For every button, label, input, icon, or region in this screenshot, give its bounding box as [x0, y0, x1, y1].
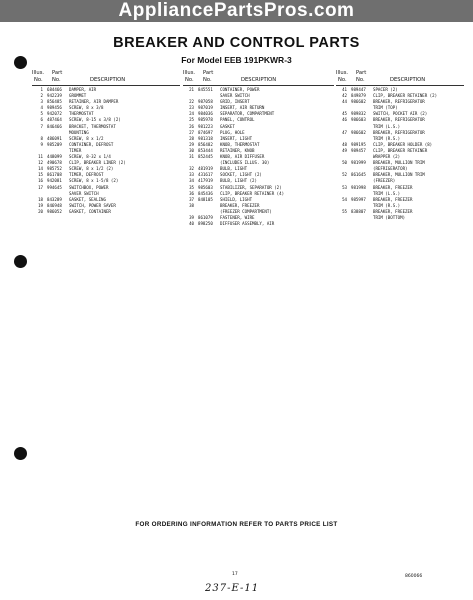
part-description: BREAKER, FREEZER — [373, 184, 413, 190]
part-description: KNOB, THERMOSTAT — [220, 141, 260, 147]
part-description: SWITCHBOX, POWER — [69, 184, 109, 190]
part-number: 448099 — [47, 154, 62, 160]
column-header — [183, 70, 334, 87]
illus-number: 38 — [189, 202, 194, 208]
header-illus: Illus. — [32, 70, 45, 76]
parts-list — [183, 87, 334, 227]
illus-number: 3 — [40, 99, 43, 105]
illus-number: 5 — [40, 111, 43, 117]
part-number: 898250 — [198, 221, 213, 227]
part-description: CLIP, BREAKER RETAINER (4) — [220, 190, 285, 196]
part-number: 981999 — [351, 160, 366, 166]
part-number: 846948 — [47, 202, 62, 208]
part-number: 852445 — [198, 154, 213, 160]
watermark-banner — [0, 0, 473, 22]
part-description: SAVER SWITCH — [220, 93, 250, 99]
part-description: KNOB, AIR DIFFUSER — [220, 154, 265, 160]
header-rule — [32, 85, 180, 86]
part-description: INSERT, AIR RETURN — [220, 105, 265, 111]
illus-number: 39 — [189, 214, 194, 220]
part-description: BREAKER, REFRIGERATOR — [373, 129, 425, 135]
part-description: GASKET, CONTAINER — [69, 208, 111, 214]
illus-number: 24 — [189, 111, 194, 117]
part-number: 985603 — [198, 184, 213, 190]
header-illus: Illus. — [183, 70, 196, 76]
part-description: BRACKET, THERMOSTAT — [69, 123, 116, 129]
header-illus: Illus. — [336, 70, 349, 76]
part-number: 981998 — [351, 184, 366, 190]
illus-number: 34 — [189, 178, 194, 184]
part-description: THERMOSTAT — [69, 111, 94, 117]
part-description: INSERT, LIGHT — [220, 135, 253, 141]
illus-number: 29 — [189, 141, 194, 147]
part-description: TRIM (R.S.) — [373, 202, 401, 208]
part-number: 981223 — [198, 123, 213, 129]
illus-number: 55 — [342, 208, 347, 214]
part-description: MOUNTING — [69, 129, 89, 135]
illus-number: 41 — [342, 87, 347, 92]
page-number: 17 — [232, 572, 238, 577]
part-number: 861645 — [351, 172, 366, 178]
column-header — [32, 70, 180, 87]
illus-number: 31 — [189, 154, 194, 160]
illus-number: 18 — [38, 196, 43, 202]
illus-number: 49 — [342, 147, 347, 153]
part-description: SCREW, 8-32 x 1/4 — [69, 154, 111, 160]
part-number: 987058 — [198, 99, 213, 105]
part-number: 989195 — [351, 141, 366, 147]
part-description: (FREEZER) — [373, 178, 396, 184]
part-number: 986603 — [351, 117, 366, 123]
part-description: TRIM (L.S.) — [373, 123, 401, 129]
illus-number: 19 — [38, 202, 43, 208]
illus-number: 47 — [342, 129, 347, 135]
illus-number: 4 — [40, 105, 43, 111]
illus-number: 26 — [189, 123, 194, 129]
part-description: (INCLUDES ILLUS. 30) — [220, 160, 270, 166]
header-no: No. — [34, 77, 43, 83]
illus-number: 45 — [342, 111, 347, 117]
illus-number: 44 — [342, 99, 347, 105]
column-header — [336, 70, 464, 87]
part-number: 989457 — [351, 147, 366, 153]
part-description: TRIM (R.S.) — [373, 135, 401, 141]
header-description: DESCRIPTION — [390, 77, 426, 83]
illus-number: 1 — [40, 87, 43, 92]
part-description: BULB, LIGHT — [220, 166, 248, 172]
part-description: CLIP, BREAKER LINER (2) — [69, 160, 126, 166]
part-description: SCREW, 8 x 3/8 — [69, 105, 104, 111]
header-description: DESCRIPTION — [241, 77, 277, 83]
illus-number: 42 — [342, 93, 347, 99]
part-number: 845436 — [198, 190, 213, 196]
ordering-footer: FOR ORDERING INFORMATION REFER TO PARTS PRICE LIST — [135, 521, 338, 528]
parts-list — [336, 87, 464, 221]
part-description: BREAKER, FREEZER — [373, 196, 413, 202]
illus-number: 30 — [189, 147, 194, 153]
illus-number: 8 — [40, 135, 43, 141]
header-part: Part — [203, 70, 214, 76]
part-number: 490678 — [47, 160, 62, 166]
part-number: 981318 — [198, 135, 213, 141]
part-description: PANEL, CONTROL — [220, 117, 255, 123]
illus-number: 11 — [38, 154, 43, 160]
header-rule — [183, 85, 334, 86]
illus-number: 52 — [342, 172, 347, 178]
parts-column-1 — [32, 70, 180, 215]
header-part: Part — [52, 70, 63, 76]
illus-number: 15 — [38, 172, 43, 178]
part-description: TIMER — [69, 147, 82, 153]
part-description: SOCKET, LIGHT (2) — [220, 172, 262, 178]
part-description: PLUG, HOLE — [220, 129, 245, 135]
parts-row — [336, 215, 464, 221]
part-description: DIFFUSER ASSEMBLY, AIR — [220, 221, 275, 227]
header-no: No. — [185, 77, 194, 83]
part-number: 486091 — [47, 135, 62, 141]
part-number: 986602 — [351, 129, 366, 135]
part-number: 848105 — [198, 196, 213, 202]
binder-hole-icon — [14, 56, 27, 69]
illus-number: 48 — [342, 141, 347, 147]
illus-number: 20 — [38, 208, 43, 214]
part-number: 942081 — [47, 178, 62, 184]
part-number: 985978 — [198, 117, 213, 123]
illus-number: 37 — [189, 196, 194, 202]
part-number: 431617 — [198, 172, 213, 178]
part-description: (FREEZER COMPARTMENT) — [220, 208, 272, 214]
part-number: 849879 — [351, 93, 366, 99]
illus-number: 32 — [189, 166, 194, 172]
binder-hole-icon — [14, 447, 27, 460]
part-description: TRIM (L.S.) — [373, 190, 401, 196]
illus-number: 9 — [40, 141, 43, 147]
parts-list — [32, 87, 180, 215]
part-description: CLIP, BREAKER RETAINER — [373, 147, 428, 153]
header-no: No. — [52, 77, 61, 83]
part-description: CLIP, BREAKER HOLDER (8) — [373, 141, 433, 147]
part-description: BREAKER, FREEZER — [220, 202, 260, 208]
illus-number: 28 — [189, 135, 194, 141]
part-description: SCREW, 8 x 1/2 (2) — [69, 166, 114, 172]
part-number: 861079 — [198, 214, 213, 220]
handwritten-note: 237-E-11 — [205, 583, 260, 594]
part-description: STABILIZER, SEPARATOR (2) — [220, 184, 282, 190]
part-number: 846466 — [47, 123, 62, 129]
part-number: 942239 — [47, 93, 62, 99]
header-no: No. — [203, 77, 212, 83]
header-part: Part — [356, 70, 367, 76]
illus-number: 46 — [342, 117, 347, 123]
illus-number: 22 — [189, 99, 194, 105]
part-number — [351, 215, 373, 221]
part-description: CLIP, BREAKER RETAINER (2) — [373, 93, 438, 99]
illus-number: 17 — [38, 184, 43, 190]
part-number: 986602 — [351, 99, 366, 105]
illus-number: 54 — [342, 196, 347, 202]
parts-column-3 — [336, 70, 464, 221]
part-number: 481919 — [198, 166, 213, 172]
header-no: No. — [338, 77, 347, 83]
parts-row — [183, 221, 334, 227]
part-number: 989456 — [47, 105, 62, 111]
watermark-text: AppliancePartsPros.com — [118, 0, 355, 21]
part-description: BREAKER, REFRIGERATOR — [373, 99, 425, 105]
part-description: TRIM (TOP) — [373, 105, 398, 111]
illus-number — [336, 215, 347, 221]
part-number: 417919 — [198, 178, 213, 184]
part-number: 874697 — [198, 129, 213, 135]
part-description: SWITCH, POWER SAVER — [69, 202, 116, 208]
part-description: (REFRIGERATOR) — [373, 166, 408, 172]
part-description: WRAPPER (2) — [373, 154, 401, 160]
part-description: BREAKER, MULLION TRIM — [373, 172, 425, 178]
part-number: 684466 — [47, 87, 62, 92]
part-description: RETAINER, AIR DAMPER — [69, 99, 119, 105]
part-number: 985752 — [47, 166, 62, 172]
part-description: SPACER (2) — [373, 87, 398, 92]
illus-number: 21 — [189, 87, 194, 92]
parts-row — [32, 209, 180, 215]
part-number: 989832 — [351, 111, 366, 117]
part-number: 843289 — [47, 196, 62, 202]
part-number: 985997 — [351, 196, 366, 202]
part-number: 989447 — [351, 87, 366, 92]
part-description: BREAKER, MULLION TRIM — [373, 160, 425, 166]
illus-number: 33 — [189, 172, 194, 178]
illus-number: 53 — [342, 184, 347, 190]
illus-number: 40 — [189, 221, 194, 227]
part-description: SCREW, 8 x 1-5/8 (2) — [69, 178, 119, 184]
part-description: SWITCH, POCKET AIR (2) — [373, 111, 428, 117]
part-description: SAVER SWITCH — [69, 190, 99, 196]
part-description: SHIELD, LIGHT — [220, 196, 253, 202]
part-description: RETAINER, KNOB — [220, 147, 255, 153]
part-number: 984036 — [198, 111, 213, 117]
part-description: FASTENER, WIRE — [220, 214, 255, 220]
illus-number: 50 — [342, 160, 347, 166]
model-subtitle: For Model EEB 191PKWR-3 — [181, 55, 292, 65]
illus-number: 23 — [189, 105, 194, 111]
illus-number: 14 — [38, 166, 43, 172]
part-number: 856482 — [198, 141, 213, 147]
part-number: 942072 — [47, 111, 62, 117]
part-description: GROMMET — [69, 93, 87, 99]
part-description: GRID, INSERT — [220, 99, 250, 105]
part-description: TRIM (BOTTOM) — [373, 214, 406, 220]
illus-number: 6 — [40, 117, 43, 123]
part-number: 856485 — [47, 99, 62, 105]
part-description: SCREW, 8-15 x 3/8 (2) — [69, 117, 121, 123]
part-description: GASKET, SEALING — [69, 196, 106, 202]
header-description: DESCRIPTION — [90, 77, 126, 83]
part-description: SEPARATOR, COMPARTMENT — [220, 111, 275, 117]
header-rule — [336, 85, 464, 86]
part-description: DAMPER, AIR — [69, 87, 97, 92]
part-number: 838807 — [351, 208, 366, 214]
part-number: 985209 — [47, 141, 62, 147]
document-number: 860066 — [405, 574, 423, 579]
part-number: 845551 — [198, 87, 213, 92]
binder-hole-icon — [14, 255, 27, 268]
part-description: CONTAINER, DEFROST — [69, 141, 114, 147]
part-description: TIMER, DEFROST — [69, 172, 104, 178]
part-number: 994645 — [47, 184, 62, 190]
part-number: 861708 — [47, 172, 62, 178]
illus-number: 36 — [189, 190, 194, 196]
part-number: 986052 — [47, 208, 62, 214]
part-description: CONTAINER, POWER — [220, 87, 260, 92]
part-number: 853444 — [198, 147, 213, 153]
part-description: SCREW, 8 x 1/2 — [69, 135, 104, 141]
page-title: BREAKER AND CONTROL PARTS — [113, 35, 360, 51]
part-description: BREAKER, REFRIGERATOR — [373, 117, 425, 123]
part-number: 487464 — [47, 117, 62, 123]
illus-number: 16 — [38, 178, 43, 184]
illus-number: 35 — [189, 184, 194, 190]
illus-number: 7 — [40, 123, 43, 129]
illus-number: 25 — [189, 117, 194, 123]
part-description: BREAKER, FREEZER — [373, 208, 413, 214]
part-description: GASKET — [220, 123, 235, 129]
part-description: BULB, LIGHT (2) — [220, 178, 257, 184]
header-no: No. — [356, 77, 365, 83]
illus-number: 12 — [38, 160, 43, 166]
parts-column-2 — [183, 70, 334, 227]
illus-number: 2 — [40, 93, 43, 99]
illus-number: 27 — [189, 129, 194, 135]
part-number: 987019 — [198, 105, 213, 111]
